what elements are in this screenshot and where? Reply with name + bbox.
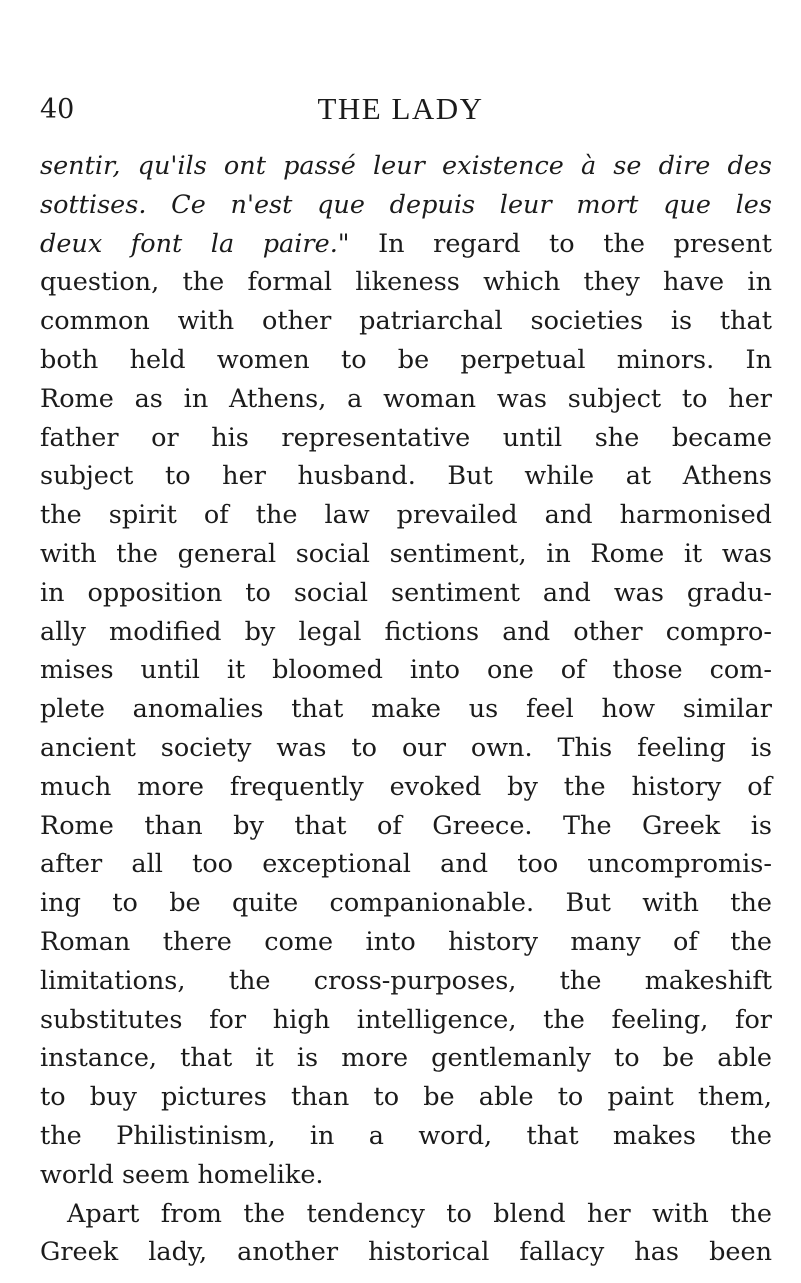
text-line xyxy=(40,768,772,807)
text-line xyxy=(40,341,772,380)
text-line-paragraph-end xyxy=(40,1156,772,1195)
text-line xyxy=(40,1001,772,1040)
text-line xyxy=(40,380,772,419)
text-line xyxy=(40,496,772,535)
text-line xyxy=(40,147,772,186)
text-line xyxy=(40,1039,772,1078)
text-line xyxy=(40,613,772,652)
text-line xyxy=(40,1078,772,1117)
italic-text: sottises. Ce n'est que depuis leur mort que les xyxy=(40,189,772,220)
text-line xyxy=(40,845,772,884)
roman-text: the Philistinism, in a word, that makes the xyxy=(40,1120,772,1151)
roman-text: both held women to be perpetual minors. In xyxy=(40,344,772,375)
roman-text: mises until it bloomed into one of those com- xyxy=(40,655,772,686)
text-line xyxy=(40,574,772,613)
roman-text: plete anomalies that make us feel how similar xyxy=(40,694,772,725)
roman-text: much more frequently evoked by the history of xyxy=(40,771,772,802)
roman-text: world seem homelike. xyxy=(40,1159,324,1190)
roman-text: limitations, the cross-purposes, the makeshift xyxy=(40,965,772,996)
roman-text: question, the formal likeness which they have in xyxy=(40,267,772,298)
roman-text: with the general social sentiment, in Rome it was xyxy=(40,538,772,569)
roman-text: common with other patriarchal societies is that xyxy=(40,306,772,337)
text-line xyxy=(40,651,772,690)
roman-text: in opposition to social sentiment and was gradu- xyxy=(40,577,772,608)
italic-text: sentir, qu'ils ont passé leur existence à se dire des xyxy=(40,151,772,181)
roman-text: Greek lady, another historical fallacy has been xyxy=(40,1237,772,1268)
text-line xyxy=(40,302,772,341)
roman-text: Apart from the tendency to blend her with the xyxy=(67,1198,772,1229)
roman-text: Rome than by that of Greece. The Greek is xyxy=(40,810,772,841)
text-line xyxy=(40,535,772,574)
text-line xyxy=(40,1233,772,1272)
body-text xyxy=(40,147,772,1272)
text-line xyxy=(40,186,772,225)
roman-text: Roman there come into history many of the xyxy=(40,926,772,957)
text-line xyxy=(40,962,772,1001)
text-line xyxy=(40,923,772,962)
running-title: THE LADY xyxy=(317,91,484,126)
roman-text: instance, that it is more gentlemanly to be able xyxy=(40,1043,772,1074)
roman-text: ing to be quite companionable. But with the xyxy=(40,888,772,919)
roman-text: to buy pictures than to be able to paint them, xyxy=(40,1082,772,1113)
page-number: 40 xyxy=(40,94,75,125)
text-line xyxy=(40,807,772,846)
roman-text: In regard to the present xyxy=(349,228,772,259)
text-line xyxy=(40,1117,772,1156)
text-line xyxy=(40,457,772,496)
text-line-paragraph-start xyxy=(40,1195,772,1234)
roman-text: ancient society was to our own. This feeling is xyxy=(40,732,772,763)
roman-text: father or his representative until she became xyxy=(40,422,772,453)
text-line xyxy=(40,884,772,923)
text-line xyxy=(40,419,772,458)
roman-text: the spirit of the law prevailed and harmonised xyxy=(40,500,772,531)
roman-text: Rome as in Athens, a woman was subject to her xyxy=(40,383,772,414)
roman-text: substitutes for high intelligence, the feeling, for xyxy=(40,1004,772,1035)
italic-text: deux font la paire." xyxy=(40,228,350,259)
roman-text: after all too exceptional and too uncompromis- xyxy=(40,849,772,880)
text-line xyxy=(40,690,772,729)
text-line xyxy=(40,263,772,302)
roman-text: ally modified by legal fictions and other compro- xyxy=(40,616,772,647)
text-line xyxy=(40,225,772,264)
text-line xyxy=(40,729,772,768)
roman-text: subject to her husband. But while at Athens xyxy=(40,461,772,492)
